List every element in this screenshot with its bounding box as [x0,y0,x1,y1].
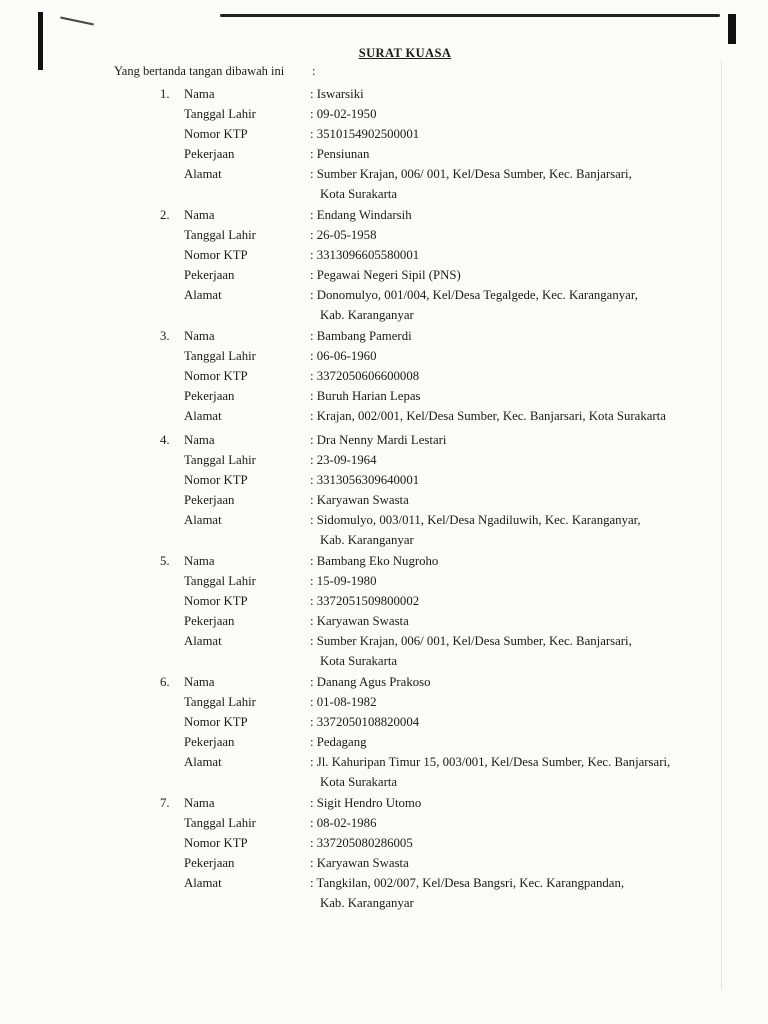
field-label: Nama [184,208,215,222]
field-row [160,245,720,265]
field-value: : Sumber Krajan, 006/ 001, Kel/Desa Sumber, Kec. Banjarsari, [310,167,632,181]
field-label: Pekerjaan [184,493,235,507]
field-row [160,104,720,124]
field-value: : Sumber Krajan, 006/ 001, Kel/Desa Sumber, Kec. Banjarsari, [310,634,632,648]
field-value: : Danang Agus Prakoso [310,675,431,689]
person-number: 1. [160,87,170,101]
person-number: 5. [160,554,170,568]
field-label: Nomor KTP [184,473,248,487]
field-label: Pekerjaan [184,268,235,282]
field-value: : 09-02-1950 [310,107,377,121]
address-continuation: Kab. Karanganyar [320,896,414,910]
address-continuation: Kab. Karanganyar [320,308,414,322]
field-row [160,84,720,104]
field-value: : 337205080286005 [310,836,413,850]
address-continuation-row [160,772,720,793]
field-row [160,430,720,450]
field-value: : Krajan, 002/001, Kel/Desa Sumber, Kec. Banjarsari, Kota Surakarta [310,409,666,423]
field-label: Nomor KTP [184,369,248,383]
field-label: Pekerjaan [184,389,235,403]
field-row [160,611,720,631]
field-label: Alamat [184,288,222,302]
address-continuation-row [160,651,720,672]
field-value: : Pedagang [310,735,367,749]
address-continuation: Kota Surakarta [320,775,398,789]
field-value: : Bambang Pamerdi [310,329,412,343]
field-label: Nama [184,675,215,689]
field-value: : Sigit Hendro Utomo [310,796,422,810]
field-row [160,450,720,470]
field-row [160,346,720,366]
field-row [160,571,720,591]
field-row [160,326,720,346]
person-entry [160,672,720,793]
field-row [160,712,720,732]
field-label: Tanggal Lahir [184,453,256,467]
field-value: : Bambang Eko Nugroho [310,554,439,568]
field-row [160,672,720,692]
field-label: Tanggal Lahir [184,107,256,121]
field-value: : 26-05-1958 [310,228,377,242]
field-label: Nomor KTP [184,594,248,608]
scan-edge-right [728,14,736,44]
field-row [160,793,720,813]
field-row [160,164,720,184]
field-label: Nama [184,87,215,101]
field-row [160,386,720,406]
address-continuation: Kota Surakarta [320,654,398,668]
person-number: 3. [160,329,170,343]
scan-edge-top [220,14,720,17]
person-entry [160,430,720,551]
scan-shadow-line [721,60,722,990]
person-entry [160,205,720,326]
field-row [160,490,720,510]
field-value: : 23-09-1964 [310,453,377,467]
field-label: Nomor KTP [184,836,248,850]
person-number: 7. [160,796,170,810]
field-value: : Karyawan Swasta [310,614,409,628]
field-value: : Donomulyo, 001/004, Kel/Desa Tegalgede, Kec. Karanganyar, [310,288,638,302]
field-label: Tanggal Lahir [184,816,256,830]
field-value: : 01-08-1982 [310,695,377,709]
field-label: Nama [184,796,215,810]
field-value: : 3372050108820004 [310,715,420,729]
field-row [160,813,720,833]
address-continuation: Kab. Karanganyar [320,533,414,547]
address-continuation-row [160,184,720,205]
field-value: : 08-02-1986 [310,816,377,830]
field-row [160,470,720,490]
field-row [160,692,720,712]
field-value: : 3313096605580001 [310,248,420,262]
field-value: : Endang Windarsih [310,208,412,222]
field-row [160,631,720,651]
scan-edge-left [38,12,43,70]
field-row [160,510,720,530]
field-value: : 3372050606600008 [310,369,420,383]
document-title: SURAT KUASA [358,46,452,60]
field-label: Tanggal Lahir [184,349,256,363]
field-row [160,853,720,873]
field-label: Tanggal Lahir [184,228,256,242]
intro-text: Yang bertanda tangan dibawah ini [114,64,285,78]
field-label: Tanggal Lahir [184,574,256,588]
address-continuation-row [160,530,720,551]
field-value: : Karyawan Swasta [310,493,409,507]
field-value: : 15-09-1980 [310,574,377,588]
intro-colon: : [312,64,316,78]
field-label: Alamat [184,876,222,890]
field-value: : Karyawan Swasta [310,856,409,870]
field-row [160,752,720,772]
field-row [160,732,720,752]
field-label: Tanggal Lahir [184,695,256,709]
field-row [160,406,720,426]
field-label: Nama [184,433,215,447]
field-label: Pekerjaan [184,856,235,870]
field-label: Pekerjaan [184,614,235,628]
field-label: Alamat [184,409,222,423]
field-row [160,265,720,285]
field-value: : Buruh Harian Lepas [310,389,421,403]
person-entry [160,84,720,205]
field-value: : 3372051509800002 [310,594,420,608]
person-number: 6. [160,675,170,689]
person-number: 4. [160,433,170,447]
person-number: 2. [160,208,170,222]
field-label: Pekerjaan [184,735,235,749]
person-entry [160,326,720,426]
field-value: : Iswarsiki [310,87,364,101]
field-value: : Pegawai Negeri Sipil (PNS) [310,268,461,282]
field-value: : Jl. Kahuripan Timur 15, 003/001, Kel/Desa Sumber, Kec. Banjarsari, [310,755,671,769]
field-value: : Sidomulyo, 003/011, Kel/Desa Ngadiluwih, Kec. Karanganyar, [310,513,641,527]
field-value: : 3510154902500001 [310,127,420,141]
address-continuation-row [160,305,720,326]
field-label: Nomor KTP [184,127,248,141]
address-continuation: Kota Surakarta [320,187,398,201]
field-row [160,591,720,611]
field-row [160,144,720,164]
field-value: : Pensiunan [310,147,370,161]
field-value: : Tangkilan, 002/007, Kel/Desa Bangsri, Kec. Karangpandan, [310,876,625,890]
person-list [160,84,720,914]
field-label: Nomor KTP [184,248,248,262]
address-continuation-row [160,893,720,914]
field-row [160,124,720,144]
field-label: Alamat [184,167,222,181]
field-label: Nama [184,329,215,343]
field-value: : Dra Nenny Mardi Lestari [310,433,447,447]
person-entry [160,551,720,672]
person-entry [160,793,720,914]
field-label: Nomor KTP [184,715,248,729]
field-row [160,225,720,245]
field-label: Nama [184,554,215,568]
field-row [160,551,720,571]
scan-mark [60,16,94,25]
field-value: : 3313056309640001 [310,473,420,487]
field-row [160,873,720,893]
field-label: Alamat [184,634,222,648]
field-row [160,833,720,853]
field-label: Pekerjaan [184,147,235,161]
field-label: Alamat [184,513,222,527]
field-label: Alamat [184,755,222,769]
field-row [160,205,720,225]
field-row [160,285,720,305]
field-row [160,366,720,386]
field-value: : 06-06-1960 [310,349,377,363]
